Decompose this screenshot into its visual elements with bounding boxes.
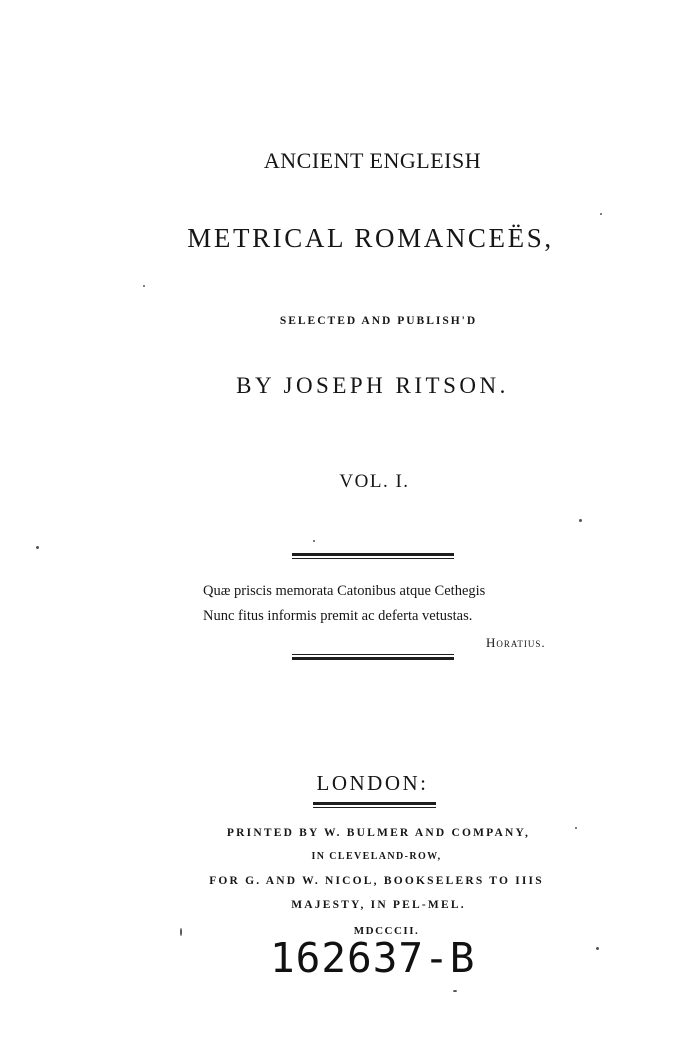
epigraph-line-2: Nunc fitus informis premit ac deferta vetustas. <box>203 608 473 624</box>
title-line-2: METRICAL ROMANCEËS, <box>187 223 554 253</box>
volume-label: VOL. I. <box>339 471 410 492</box>
paper-speck <box>596 947 599 950</box>
double-rule-bottom-thick <box>292 657 454 660</box>
epigraph-line-1: Quæ priscis memorata Catonibus atque Cethegis <box>203 583 486 599</box>
library-shelfmark: 162637-B <box>270 934 476 982</box>
author-line: BY JOSEPH RITSON. <box>236 373 509 398</box>
title-line-1: ANCIENT ENGLEISH <box>263 148 482 173</box>
city-rule-thick <box>313 802 436 805</box>
double-rule-top-thick <box>292 553 454 556</box>
imprint-line-2: IN CLEVELAND-ROW, <box>311 851 442 862</box>
paper-speck <box>143 285 145 287</box>
paper-speck <box>600 213 602 215</box>
subtitle: SELECTED AND PUBLISH'D <box>279 315 478 327</box>
paper-speck <box>579 519 582 522</box>
imprint-year: MDCCCII. <box>353 925 420 937</box>
paper-speck <box>575 827 577 829</box>
paper-speck <box>313 540 315 542</box>
imprint-line-3: FOR G. AND W. NICOL, BOOKSELERS TO IIIS <box>209 875 544 887</box>
paper-speck <box>453 990 457 992</box>
double-rule-bottom-thin <box>292 654 454 655</box>
imprint-line-1: PRINTED BY W. BULMER AND COMPANY, <box>226 827 531 839</box>
paper-speck <box>36 546 39 549</box>
imprint-line-4: MAJESTY, IN PEL-MEL. <box>291 899 466 911</box>
epigraph-attribution: Horatius. <box>486 635 546 650</box>
double-rule-top-thin <box>292 558 454 559</box>
city-rule-thin <box>313 807 436 808</box>
imprint-city: LONDON: <box>316 771 429 795</box>
paper-speck <box>180 928 182 936</box>
